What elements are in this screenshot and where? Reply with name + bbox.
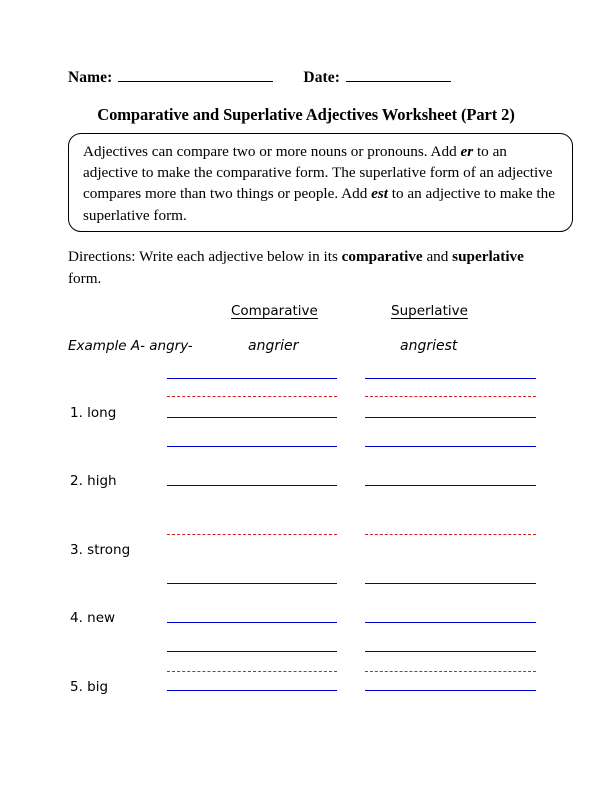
item-label-1: 1. long bbox=[70, 405, 117, 421]
example-answer-comparative: angrier bbox=[248, 338, 299, 354]
info-box bbox=[68, 133, 573, 232]
item-label-2: 2. high bbox=[70, 473, 117, 489]
directions-tail: form. bbox=[68, 269, 102, 287]
writing-rule-comparative-9[interactable] bbox=[167, 651, 337, 652]
writing-rule-superlative-8[interactable] bbox=[365, 622, 536, 623]
info-text-part1: Adjectives can compare two or more nouns or pronouns. Add bbox=[83, 143, 461, 160]
writing-rule-superlative-7[interactable] bbox=[365, 583, 536, 584]
info-box-text bbox=[69, 134, 572, 226]
writing-rule-superlative-9[interactable] bbox=[365, 651, 536, 652]
writing-rule-superlative-5[interactable] bbox=[365, 485, 536, 486]
writing-rule-comparative-2[interactable] bbox=[167, 396, 337, 397]
directions-lead: Directions: Write each adjective below in its bbox=[68, 248, 342, 265]
page-title: Comparative and Superlative Adjectives Worksheet (Part 2) bbox=[97, 105, 515, 124]
info-emphasis-est: est bbox=[371, 185, 388, 203]
item-label-4: 4. new bbox=[70, 610, 116, 626]
date-label: Date: bbox=[303, 69, 341, 86]
name-date-row bbox=[68, 68, 548, 92]
writing-rule-superlative-4[interactable] bbox=[365, 446, 536, 447]
writing-rule-comparative-8[interactable] bbox=[167, 622, 337, 623]
directions-mid: and bbox=[422, 248, 453, 265]
item-label-3: 3. strong bbox=[70, 542, 131, 558]
writing-rule-superlative-6[interactable] bbox=[365, 534, 536, 535]
info-text-part2: to an adjective to make the comparative form. The superlative form of an adjective compares more than two things or people. Add bbox=[83, 143, 553, 203]
writing-rule-superlative-11[interactable] bbox=[365, 690, 536, 691]
directions-text bbox=[68, 246, 548, 289]
info-emphasis-er: er bbox=[460, 143, 474, 160]
column-header-comparative: Comparative bbox=[231, 303, 318, 319]
name-input-line[interactable] bbox=[118, 68, 273, 82]
writing-rule-comparative-11[interactable] bbox=[167, 690, 337, 691]
date-input-line[interactable] bbox=[346, 68, 451, 82]
writing-rule-superlative-10[interactable] bbox=[365, 671, 536, 672]
writing-rule-comparative-6[interactable] bbox=[167, 534, 337, 535]
writing-rule-superlative-2[interactable] bbox=[365, 396, 536, 397]
item-label-5: 5. big bbox=[70, 679, 109, 695]
example-label: Example A- angry- bbox=[68, 338, 193, 354]
writing-rule-comparative-3[interactable] bbox=[167, 417, 337, 418]
writing-rule-superlative-1[interactable] bbox=[365, 378, 536, 379]
writing-rule-comparative-7[interactable] bbox=[167, 583, 337, 584]
directions-bold-comparative: comparative bbox=[341, 248, 423, 265]
name-label: Name: bbox=[68, 69, 113, 86]
writing-rule-comparative-1[interactable] bbox=[167, 378, 337, 379]
example-answer-superlative: angriest bbox=[400, 338, 458, 354]
writing-rule-comparative-10[interactable] bbox=[167, 671, 337, 672]
writing-rule-comparative-4[interactable] bbox=[167, 446, 337, 447]
directions-bold-superlative: superlative bbox=[452, 248, 524, 265]
writing-rule-superlative-3[interactable] bbox=[365, 417, 536, 418]
info-text-part3: to an adjective to make the superlative form. bbox=[83, 185, 555, 224]
writing-rule-comparative-5[interactable] bbox=[167, 485, 337, 486]
column-header-superlative: Superlative bbox=[391, 303, 468, 319]
